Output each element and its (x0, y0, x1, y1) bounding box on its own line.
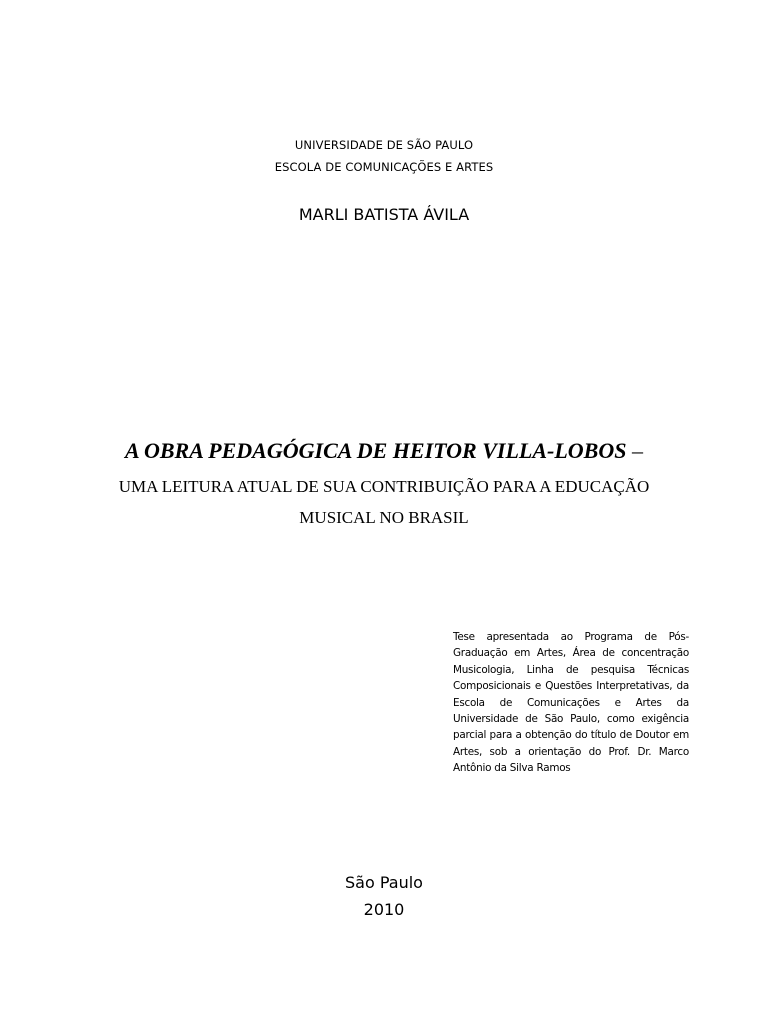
thesis-title (0, 438, 768, 464)
school-name: ESCOLA DE COMUNICAÇÕES E ARTES (274, 160, 494, 174)
thesis-subtitle-line-1: UMA LEITURA ATUAL DE SUA CONTRIBUIÇÃO PARA A EDUCAÇÃO (118, 477, 650, 496)
thesis-title-dash: – (626, 438, 643, 463)
year: 2010 (363, 900, 405, 919)
thesis-title-main: A OBRA PEDAGÓGICA DE HEITOR VILLA-LOBOS (125, 438, 627, 463)
thesis-subtitle-line-2: MUSICAL NO BRASIL (299, 508, 469, 527)
thesis-presentation-note: Tese apresentada ao Programa de Pós-Graduação em Artes, Área de concentração Musicologia, Linha de pesquisa Técnicas Composicionais e Questões Interpretativas, da Escola de Comunicações e Artes da Universidade de São Paulo, como exigência parcial para a obtenção do título de Doutor em Artes, sob a orientação do Prof. Dr. Marco Antônio da Silva Ramos (453, 631, 689, 775)
university-name: UNIVERSIDADE DE SÃO PAULO (294, 138, 474, 152)
city: São Paulo (345, 873, 423, 892)
author-name: MARLI BATISTA ÁVILA (298, 205, 470, 224)
